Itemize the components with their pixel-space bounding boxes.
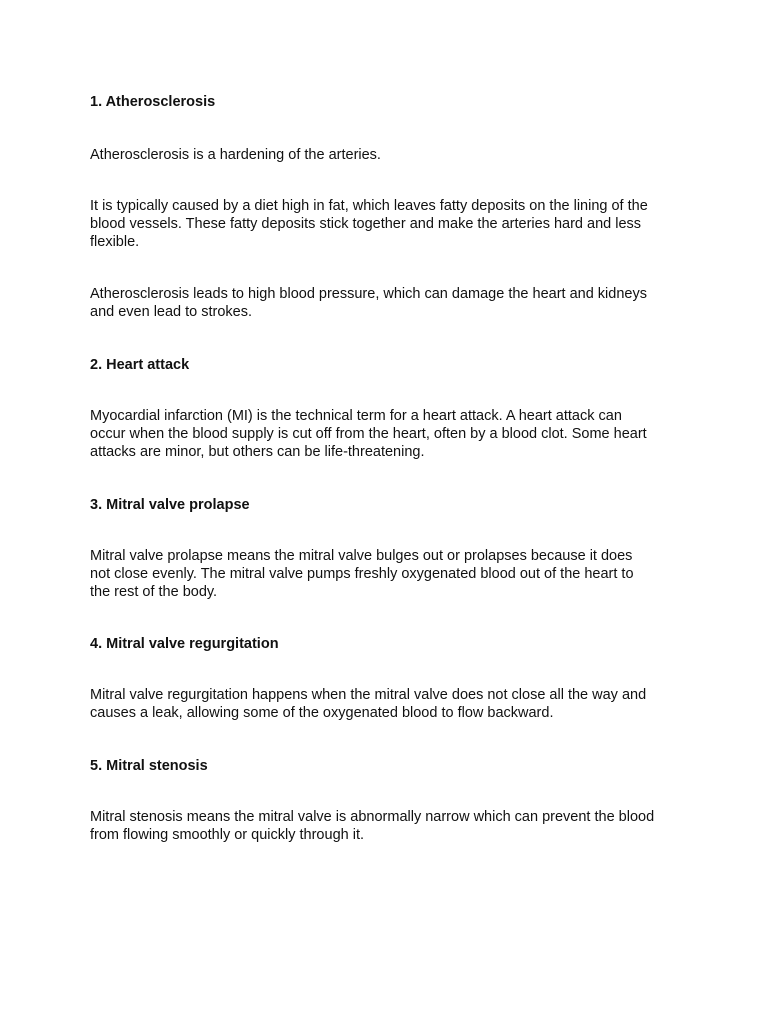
- text-line: Mitral stenosis means the mitral valve is abnormally narrow which can prevent the blood: [90, 809, 655, 825]
- paragraph-heart-attack: [90, 407, 690, 461]
- paragraph-mitral-valve-prolapse: [90, 547, 690, 601]
- section-heading-mitral-stenosis: 5. Mitral stenosis: [90, 758, 208, 774]
- paragraph-atherosclerosis-cause: [90, 197, 690, 251]
- text-line: and even lead to strokes.: [90, 304, 253, 320]
- paragraph-mitral-valve-regurgitation: [90, 686, 690, 722]
- text-line: the rest of the body.: [90, 584, 218, 600]
- section-heading-mitral-valve-regurgitation: 4. Mitral valve regurgitation: [90, 636, 279, 652]
- text-line: blood vessels. These fatty deposits stick together and make the arteries hard and less: [90, 216, 642, 232]
- text-line: from flowing smoothly or quickly through it.: [90, 827, 364, 843]
- text-line: occur when the blood supply is cut off from the heart, often by a blood clot. Some heart: [90, 426, 647, 442]
- text-line: Atherosclerosis leads to high blood pressure, which can damage the heart and kidneys: [90, 286, 647, 302]
- text-line: Atherosclerosis is a hardening of the arteries.: [90, 147, 381, 163]
- text-line: flexible.: [90, 234, 140, 250]
- section-heading-mitral-valve-prolapse: 3. Mitral valve prolapse: [90, 497, 250, 513]
- section-heading-heart-attack: 2. Heart attack: [90, 357, 190, 373]
- text-line: Myocardial infarction (MI) is the technical term for a heart attack. A heart attack can: [90, 408, 622, 424]
- paragraph-atherosclerosis-definition: [90, 146, 690, 164]
- paragraph-atherosclerosis-effects: [90, 285, 690, 321]
- section-heading-atherosclerosis: 1. Atherosclerosis: [90, 94, 216, 110]
- text-line: Mitral valve prolapse means the mitral valve bulges out or prolapses because it does: [90, 548, 633, 564]
- text-line: causes a leak, allowing some of the oxygenated blood to flow backward.: [90, 705, 554, 721]
- text-line: not close evenly. The mitral valve pumps freshly oxygenated blood out of the heart to: [90, 566, 634, 582]
- text-line: attacks are minor, but others can be life-threatening.: [90, 444, 425, 460]
- paragraph-mitral-stenosis: [90, 808, 690, 844]
- text-line: Mitral valve regurgitation happens when the mitral valve does not close all the way and: [90, 687, 647, 703]
- text-line: It is typically caused by a diet high in fat, which leaves fatty deposits on the lining of the: [90, 198, 648, 214]
